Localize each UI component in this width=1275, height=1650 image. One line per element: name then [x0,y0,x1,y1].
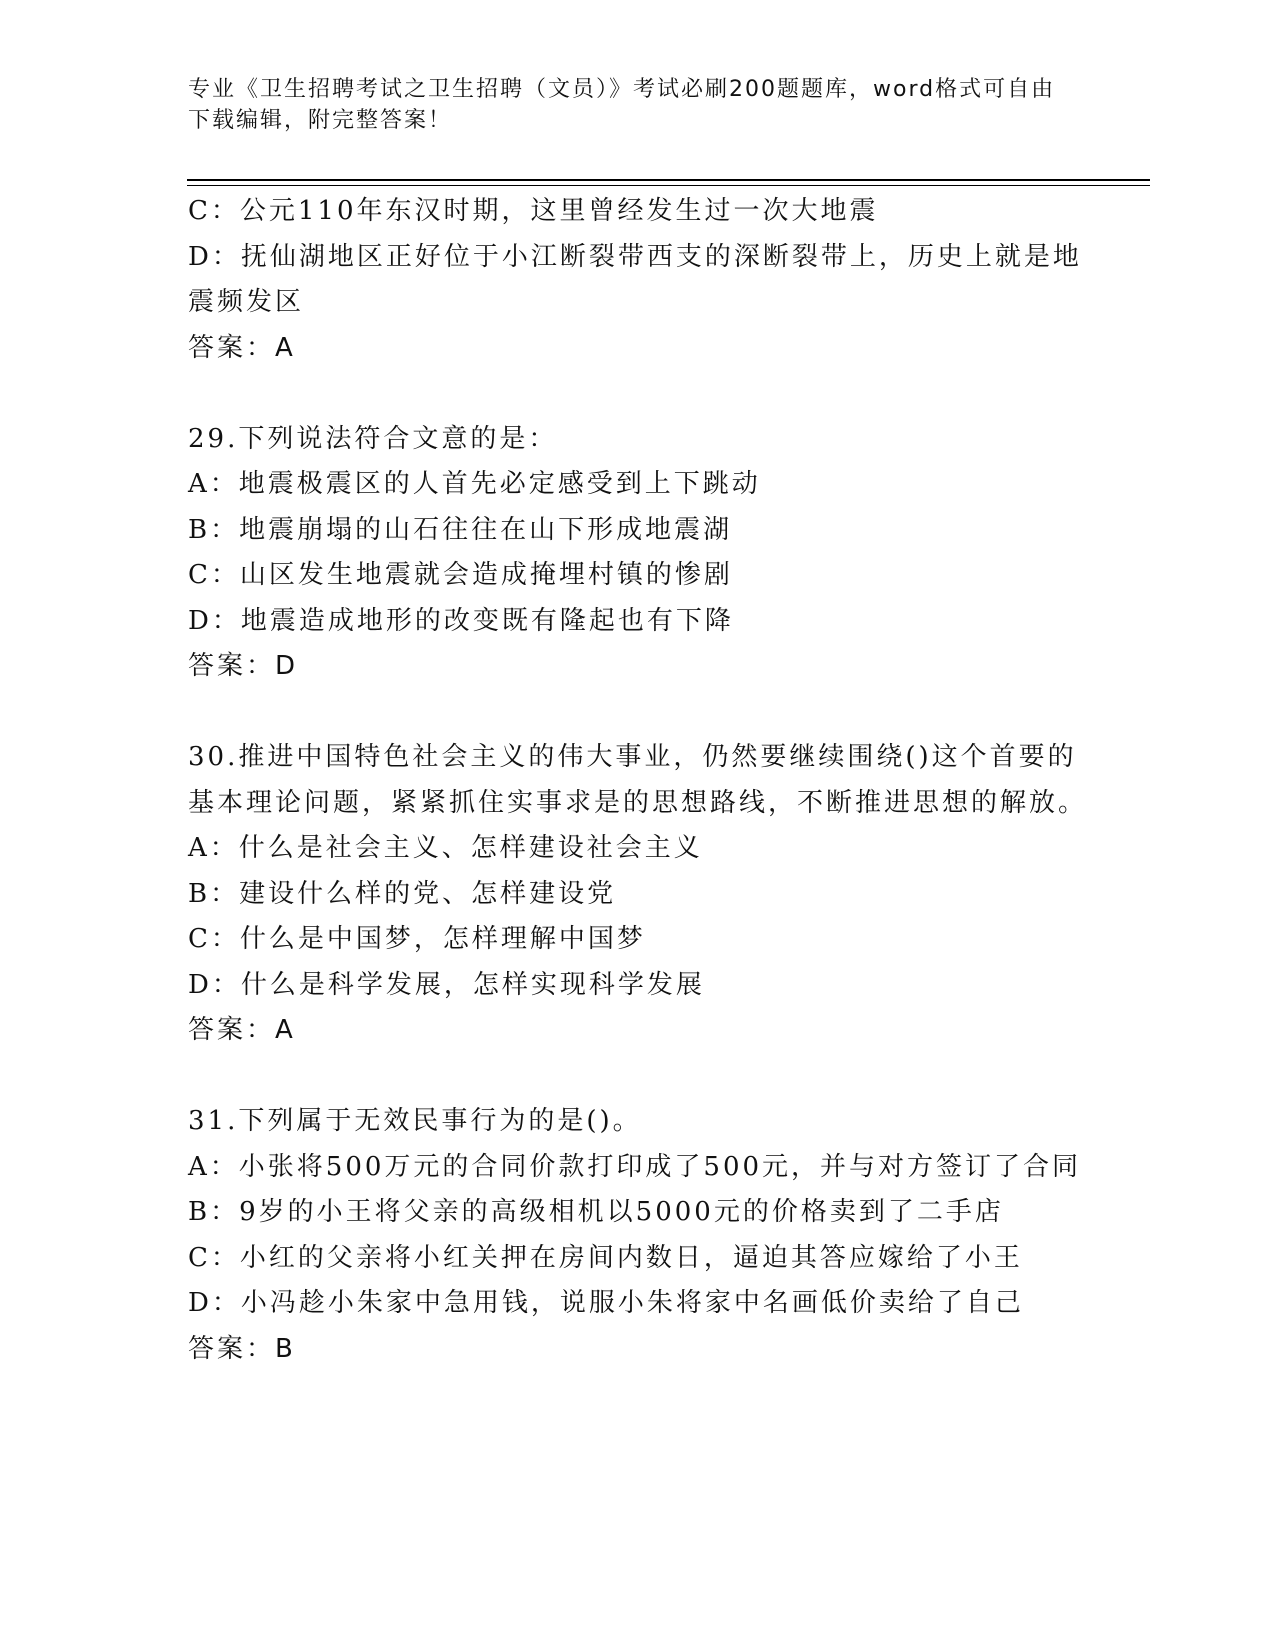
q30-stem: 30.推进中国特色社会主义的伟大事业，仍然要继续围绕()这个首要的基本理论问题，紧紧抓住实事求是的思想路线，不断推进思想的解放。 [188,742,1088,818]
question-content [188,189,1088,1372]
q31-answer: 答案：B [188,1333,296,1364]
q31-option-d: D：小冯趁小朱家中急用钱，说服小朱将家中名画低价卖给了自己 [188,1288,1024,1318]
q28-option-d: D：抚仙湖地区正好位于小江断裂带西支的深断裂带上，历史上就是地震频发区 [188,241,1082,317]
header-divider-thin [187,185,1150,186]
q31-option-c: C：小红的父亲将小红关押在房间内数日，逼迫其答应嫁给了小王 [188,1242,1023,1273]
header-divider-thick [187,179,1150,181]
q28-option-c: C：公元110年东汉时期，这里曾经发生过一次大地震 [188,196,879,226]
spacer [188,1054,1088,1100]
q29-option-c: C：山区发生地震就会造成掩埋村镇的惨剧 [188,560,733,590]
q31-stem: 31.下列属于无效民事行为的是()。 [188,1106,642,1136]
document-header: 专业《卫生招聘考试之卫生招聘（文员）》考试必刷200题题库，word格式可自由下载编辑，附完整答案！ [188,77,1056,133]
q28-answer: 答案：A [188,332,296,363]
q29-option-a: A：地震极震区的人首先必定感受到上下跳动 [188,469,761,499]
q30-option-d: D：什么是科学发展，怎样实现科学发展 [188,969,705,1000]
q29-stem: 29.下列说法符合文意的是： [188,423,558,454]
q30-option-a: A：什么是社会主义、怎样建设社会主义 [188,833,703,863]
q29-option-d: D：地震造成地形的改变既有隆起也有下降 [188,605,734,636]
q30-option-b: B：建设什么样的党、怎样建设党 [188,878,617,909]
q30-option-c: C：什么是中国梦，怎样理解中国梦 [188,924,646,954]
q30-answer: 答案：A [188,1015,296,1045]
q31-option-a: A：小张将500万元的合同价款打印成了500元，并与对方签订了合同 [188,1151,1082,1182]
spacer [188,690,1088,736]
q29-option-b: B：地震崩塌的山石往往在山下形成地震湖 [188,514,733,545]
q31-option-b: B：9岁的小王将父亲的高级相机以5000元的价格卖到了二手店 [188,1197,1004,1227]
q29-answer: 答案：D [188,651,299,681]
spacer [188,371,1088,417]
